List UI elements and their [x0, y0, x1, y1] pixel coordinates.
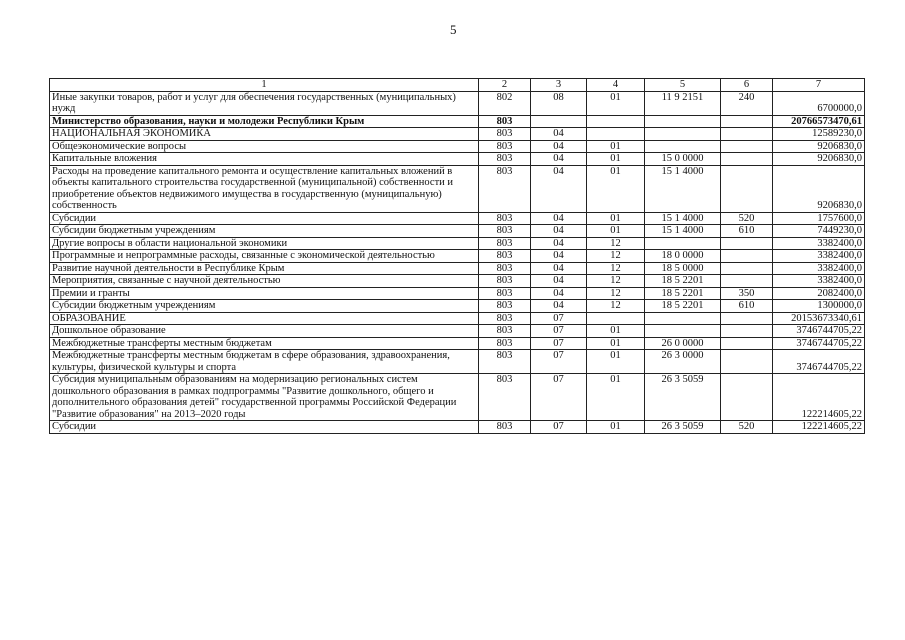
row-name-cell: Развитие научной деятельности в Республике Крым — [50, 262, 479, 275]
row-section-cell: 07 — [531, 325, 587, 338]
table-row — [50, 153, 865, 166]
header-cell: 2 — [479, 79, 531, 92]
row-section-cell: 07 — [531, 337, 587, 350]
row-name-cell: Министерство образования, науки и молодежи Республики Крым — [50, 115, 479, 128]
row-target-article-cell: 26 3 0000 — [645, 350, 721, 374]
row-name-cell: Общеэкономические вопросы — [50, 140, 479, 153]
row-ministry-code-cell: 803 — [479, 250, 531, 263]
row-target-article-cell — [645, 237, 721, 250]
row-section-cell: 08 — [531, 91, 587, 115]
row-name-cell: Другие вопросы в области национальной экономики — [50, 237, 479, 250]
row-ministry-code-cell: 803 — [479, 225, 531, 238]
row-target-article-cell — [645, 312, 721, 325]
row-subsection-cell: 12 — [587, 287, 645, 300]
row-section-cell: 04 — [531, 287, 587, 300]
table-row — [50, 421, 865, 434]
budget-table — [49, 78, 865, 434]
row-expense-type-cell — [721, 312, 773, 325]
row-section-cell: 04 — [531, 262, 587, 275]
row-section-cell: 04 — [531, 275, 587, 288]
row-amount-cell: 3382400,0 — [773, 237, 865, 250]
row-name-cell: Программные и непрограммные расходы, связанные с экономической деятельностью — [50, 250, 479, 263]
row-expense-type-cell: 240 — [721, 91, 773, 115]
row-section-cell: 07 — [531, 374, 587, 421]
row-target-article-cell: 26 0 0000 — [645, 337, 721, 350]
row-ministry-code-cell: 802 — [479, 91, 531, 115]
header-cell: 5 — [645, 79, 721, 92]
row-section-cell: 04 — [531, 128, 587, 141]
table-row — [50, 337, 865, 350]
row-expense-type-cell — [721, 374, 773, 421]
table-row — [50, 312, 865, 325]
row-expense-type-cell — [721, 325, 773, 338]
row-amount-cell: 122214605,22 — [773, 421, 865, 434]
table-row — [50, 115, 865, 128]
row-expense-type-cell: 520 — [721, 421, 773, 434]
row-subsection-cell: 12 — [587, 262, 645, 275]
table-row — [50, 212, 865, 225]
row-expense-type-cell: 350 — [721, 287, 773, 300]
row-target-article-cell: 26 3 5059 — [645, 421, 721, 434]
row-subsection-cell: 01 — [587, 153, 645, 166]
row-expense-type-cell — [721, 350, 773, 374]
row-amount-cell: 9206830,0 — [773, 153, 865, 166]
row-subsection-cell — [587, 115, 645, 128]
row-subsection-cell: 01 — [587, 140, 645, 153]
table-row — [50, 225, 865, 238]
row-amount-cell: 1757600,0 — [773, 212, 865, 225]
row-amount-cell: 20766573470,61 — [773, 115, 865, 128]
row-subsection-cell: 12 — [587, 237, 645, 250]
row-ministry-code-cell: 803 — [479, 153, 531, 166]
row-subsection-cell: 01 — [587, 165, 645, 212]
row-name-cell: Мероприятия, связанные с научной деятельностью — [50, 275, 479, 288]
row-amount-cell: 9206830,0 — [773, 140, 865, 153]
header-cell: 6 — [721, 79, 773, 92]
row-amount-cell: 3746744705,22 — [773, 337, 865, 350]
row-expense-type-cell — [721, 115, 773, 128]
row-target-article-cell: 18 5 2201 — [645, 300, 721, 313]
row-subsection-cell — [587, 312, 645, 325]
row-expense-type-cell — [721, 262, 773, 275]
header-cell: 7 — [773, 79, 865, 92]
row-ministry-code-cell: 803 — [479, 287, 531, 300]
row-ministry-code-cell: 803 — [479, 275, 531, 288]
row-amount-cell: 1300000,0 — [773, 300, 865, 313]
row-ministry-code-cell: 803 — [479, 312, 531, 325]
row-name-cell: Иные закупки товаров, работ и услуг для обеспечения государственных (муниципальных) нужд — [50, 91, 479, 115]
row-expense-type-cell — [721, 237, 773, 250]
table-row — [50, 262, 865, 275]
table-row — [50, 250, 865, 263]
row-amount-cell: 7449230,0 — [773, 225, 865, 238]
row-subsection-cell: 01 — [587, 374, 645, 421]
row-name-cell: Премии и гранты — [50, 287, 479, 300]
row-expense-type-cell — [721, 128, 773, 141]
row-section-cell — [531, 115, 587, 128]
row-amount-cell: 12589230,0 — [773, 128, 865, 141]
table-row — [50, 128, 865, 141]
row-ministry-code-cell: 803 — [479, 128, 531, 141]
row-ministry-code-cell: 803 — [479, 115, 531, 128]
row-amount-cell: 2082400,0 — [773, 287, 865, 300]
table-header-row — [50, 79, 865, 92]
row-amount-cell: 3382400,0 — [773, 262, 865, 275]
row-subsection-cell: 01 — [587, 212, 645, 225]
row-section-cell: 04 — [531, 225, 587, 238]
row-amount-cell: 3746744705,22 — [773, 325, 865, 338]
row-subsection-cell: 12 — [587, 275, 645, 288]
row-name-cell: Межбюджетные трансферты местным бюджетам — [50, 337, 479, 350]
row-name-cell: Субсидии — [50, 421, 479, 434]
row-ministry-code-cell: 803 — [479, 212, 531, 225]
row-amount-cell: 20153673340,61 — [773, 312, 865, 325]
row-name-cell: НАЦИОНАЛЬНАЯ ЭКОНОМИКА — [50, 128, 479, 141]
row-amount-cell: 9206830,0 — [773, 165, 865, 212]
row-target-article-cell: 15 1 4000 — [645, 165, 721, 212]
row-name-cell: Капитальные вложения — [50, 153, 479, 166]
row-expense-type-cell: 610 — [721, 300, 773, 313]
row-amount-cell: 3382400,0 — [773, 250, 865, 263]
row-target-article-cell: 11 9 2151 — [645, 91, 721, 115]
table-row — [50, 350, 865, 374]
table-row — [50, 275, 865, 288]
table-row — [50, 165, 865, 212]
row-target-article-cell — [645, 325, 721, 338]
row-ministry-code-cell: 803 — [479, 421, 531, 434]
row-section-cell: 04 — [531, 153, 587, 166]
row-expense-type-cell — [721, 275, 773, 288]
row-target-article-cell: 18 5 2201 — [645, 275, 721, 288]
row-subsection-cell: 12 — [587, 300, 645, 313]
row-amount-cell: 3382400,0 — [773, 275, 865, 288]
row-name-cell: Субсидия муниципальным образованиям на модернизацию региональных систем дошкольного образования в рамках подпрограммы "Развитие дошкольного, общего и дополнительного образования детей" государственной программы Российской Федерации "Развитие образования" на 2013–2020 годы — [50, 374, 479, 421]
table-row — [50, 325, 865, 338]
row-target-article-cell — [645, 128, 721, 141]
row-section-cell: 04 — [531, 165, 587, 212]
row-name-cell: Субсидии — [50, 212, 479, 225]
row-target-article-cell: 26 3 5059 — [645, 374, 721, 421]
row-subsection-cell: 01 — [587, 421, 645, 434]
row-ministry-code-cell: 803 — [479, 374, 531, 421]
row-target-article-cell: 18 5 0000 — [645, 262, 721, 275]
header-cell: 3 — [531, 79, 587, 92]
table-row — [50, 374, 865, 421]
row-ministry-code-cell: 803 — [479, 237, 531, 250]
row-section-cell: 07 — [531, 421, 587, 434]
row-name-cell: ОБРАЗОВАНИЕ — [50, 312, 479, 325]
row-ministry-code-cell: 803 — [479, 300, 531, 313]
row-section-cell: 04 — [531, 250, 587, 263]
row-target-article-cell: 18 0 0000 — [645, 250, 721, 263]
row-target-article-cell: 15 1 4000 — [645, 225, 721, 238]
table-row — [50, 140, 865, 153]
row-subsection-cell: 01 — [587, 91, 645, 115]
row-subsection-cell: 01 — [587, 325, 645, 338]
row-expense-type-cell — [721, 140, 773, 153]
row-section-cell: 04 — [531, 237, 587, 250]
row-ministry-code-cell: 803 — [479, 165, 531, 212]
row-expense-type-cell: 520 — [721, 212, 773, 225]
row-ministry-code-cell: 803 — [479, 337, 531, 350]
row-expense-type-cell — [721, 337, 773, 350]
row-target-article-cell: 18 5 2201 — [645, 287, 721, 300]
row-section-cell: 04 — [531, 140, 587, 153]
row-name-cell: Межбюджетные трансферты местным бюджетам в сфере образования, здравоохранения, культуры, физической культуры и спорта — [50, 350, 479, 374]
row-name-cell: Дошкольное образование — [50, 325, 479, 338]
row-target-article-cell: 15 1 4000 — [645, 212, 721, 225]
header-cell: 4 — [587, 79, 645, 92]
row-subsection-cell: 01 — [587, 337, 645, 350]
header-cell: 1 — [50, 79, 479, 92]
row-ministry-code-cell: 803 — [479, 350, 531, 374]
table-row — [50, 237, 865, 250]
row-target-article-cell: 15 0 0000 — [645, 153, 721, 166]
row-ministry-code-cell: 803 — [479, 325, 531, 338]
row-target-article-cell — [645, 140, 721, 153]
row-ministry-code-cell: 803 — [479, 262, 531, 275]
row-ministry-code-cell: 803 — [479, 140, 531, 153]
table-row — [50, 300, 865, 313]
page-number: 5 — [450, 22, 457, 37]
row-expense-type-cell — [721, 153, 773, 166]
row-section-cell: 07 — [531, 312, 587, 325]
row-subsection-cell — [587, 128, 645, 141]
row-amount-cell: 122214605,22 — [773, 374, 865, 421]
table-row — [50, 91, 865, 115]
row-section-cell: 04 — [531, 300, 587, 313]
row-expense-type-cell: 610 — [721, 225, 773, 238]
row-expense-type-cell — [721, 250, 773, 263]
row-amount-cell: 6700000,0 — [773, 91, 865, 115]
row-amount-cell: 3746744705,22 — [773, 350, 865, 374]
row-name-cell: Субсидии бюджетным учреждениям — [50, 300, 479, 313]
row-expense-type-cell — [721, 165, 773, 212]
row-subsection-cell: 01 — [587, 350, 645, 374]
row-name-cell: Субсидии бюджетным учреждениям — [50, 225, 479, 238]
row-name-cell: Расходы на проведение капитального ремонта и осуществление капитальных вложений в объекты капитального строительства государственной (муниципальной) собственности и приобретение объектов недвижимого имущества в государственную (муниципальную) собственность — [50, 165, 479, 212]
row-section-cell: 04 — [531, 212, 587, 225]
row-subsection-cell: 12 — [587, 250, 645, 263]
table-row — [50, 287, 865, 300]
row-subsection-cell: 01 — [587, 225, 645, 238]
row-target-article-cell — [645, 115, 721, 128]
row-section-cell: 07 — [531, 350, 587, 374]
